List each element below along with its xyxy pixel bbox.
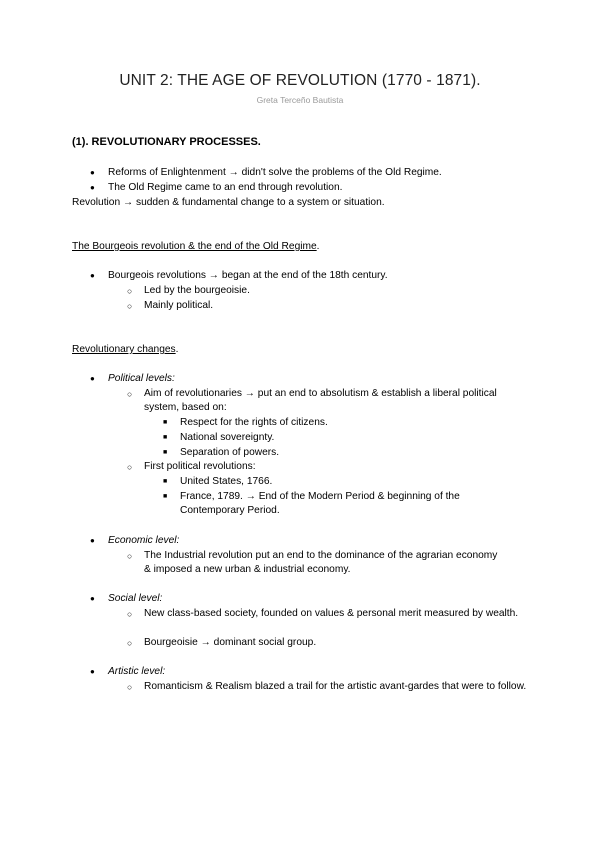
square-bullet-icon: ■ xyxy=(163,449,168,456)
list-item: The Industrial revolution put an end to the dominance of the agrarian economy & imposed a new urban & industrial economy. xyxy=(144,550,498,575)
square-bullet-icon: ■ xyxy=(163,478,168,485)
list-item: France, 1789. → End of the Modern Period & beginning of the Contemporary Period. xyxy=(180,491,460,516)
definition-text: Revolution → sudden & fundamental change to a system or situation. xyxy=(72,197,385,208)
list-item: Reforms of Enlightenment → didn't solve the problems of the Old Regime. xyxy=(108,167,442,178)
square-bullet-icon: ■ xyxy=(163,493,168,500)
circle-bullet-icon: ○ xyxy=(127,389,133,399)
level-label: Social level: xyxy=(108,593,163,604)
list-item: Led by the bourgeoisie. xyxy=(144,285,250,296)
circle-bullet-icon: ○ xyxy=(127,301,133,311)
circle-bullet-icon: ○ xyxy=(127,682,133,692)
square-bullet-icon: ■ xyxy=(163,419,168,426)
list-item: Separation of powers. xyxy=(180,447,280,458)
bullet-icon: ● xyxy=(90,271,95,280)
circle-bullet-icon: ○ xyxy=(127,609,133,619)
list-item: First political revolutions: xyxy=(144,461,256,472)
level-label: Artistic level: xyxy=(108,666,166,677)
document-author: Greta Terceño Bautista xyxy=(256,95,344,105)
list-item: Mainly political. xyxy=(144,300,214,311)
level-label: Political levels: xyxy=(108,373,175,384)
list-item: Bourgeoisie → dominant social group. xyxy=(144,637,317,648)
bullet-icon: ● xyxy=(90,667,95,676)
list-item: Romanticism & Realism blazed a trail for the artistic avant-gardes that were to follow. xyxy=(144,681,527,692)
level-label: Economic level: xyxy=(108,535,180,546)
list-item: New class-based society, founded on values & personal merit measured by wealth. xyxy=(144,608,519,619)
circle-bullet-icon: ○ xyxy=(127,638,133,648)
subsection-heading: Revolutionary changes. xyxy=(72,344,179,355)
square-bullet-icon: ■ xyxy=(163,434,168,441)
list-item: Aim of revolutionaries → put an end to absolutism & establish a liberal political system, based on: xyxy=(144,388,497,413)
circle-bullet-icon: ○ xyxy=(127,286,133,296)
bullet-icon: ● xyxy=(90,168,95,177)
list-item: Bourgeois revolutions → began at the end of the 18th century. xyxy=(108,270,388,281)
bullet-icon: ● xyxy=(90,183,95,192)
document-title: UNIT 2: THE AGE OF REVOLUTION (1770 - 1871). xyxy=(119,72,481,89)
bullet-icon: ● xyxy=(90,594,95,603)
section-heading: (1). REVOLUTIONARY PROCESSES. xyxy=(72,136,261,148)
circle-bullet-icon: ○ xyxy=(127,551,133,561)
circle-bullet-icon: ○ xyxy=(127,462,133,472)
bullet-icon: ● xyxy=(90,374,95,383)
list-item: National sovereignty. xyxy=(180,432,275,443)
list-item: Respect for the rights of citizens. xyxy=(180,417,328,428)
list-item: United States, 1766. xyxy=(180,476,273,487)
subsection-heading: The Bourgeois revolution & the end of the Old Regime. xyxy=(72,241,320,252)
bullet-icon: ● xyxy=(90,536,95,545)
list-item: The Old Regime came to an end through revolution. xyxy=(108,182,343,193)
